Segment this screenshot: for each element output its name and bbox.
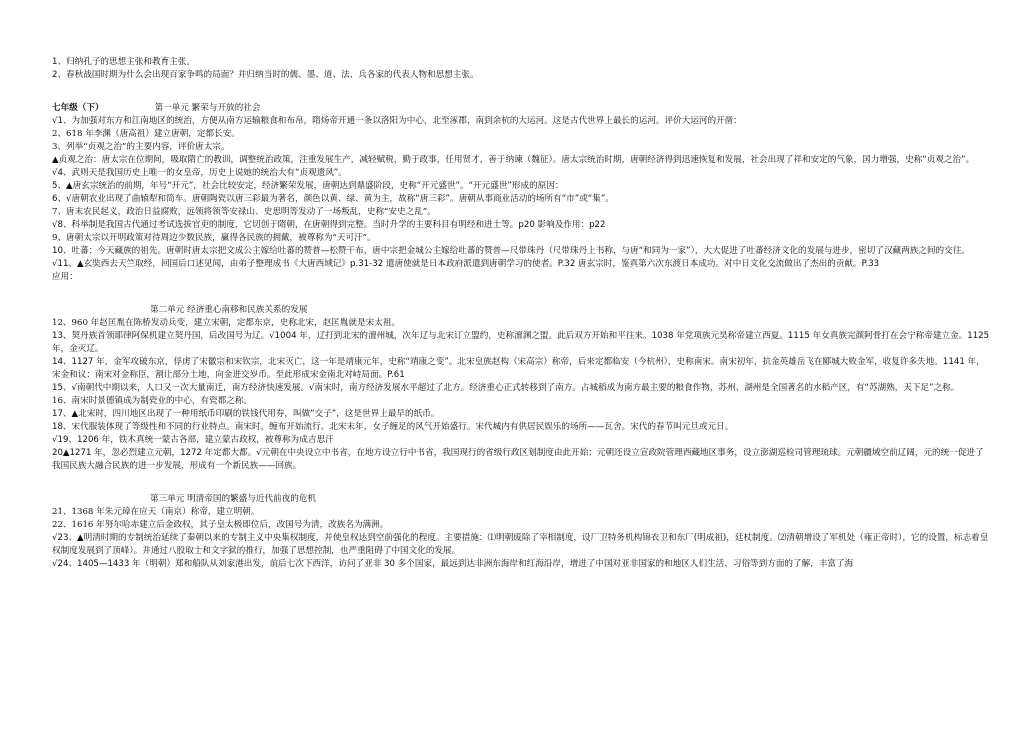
question-1: 1、归纳孔子的思想主张和教育主张。 [52,57,195,67]
unit1-line: 10、吐蕃：今天藏族的祖先。唐朝时唐太宗把文成公主嫁给吐蕃的赞普—松赞干布，唐中宗把金城公主嫁给吐蕃的赞普—尺带珠丹（尺带珠丹上书称，与唐“和同为一家”），大大促进了吐蕃经济文化的发展与进步，密切了汉藏两族之间的交往。 [52,246,970,256]
unit3-title: 第三单元 明清帝国的繁盛与近代前夜的危机 [150,494,317,504]
unit1-line: √4、武则天是我国历史上唯一的女皇帝，历史上说她的统治大有“贞观遗风”。 [52,168,347,178]
unit1-line: ▲贞观之治：唐太宗在位期间，吸取隋亡的教训，调整统治政策，注重发展生产，减轻赋税，勤于政事，任用贤才，善于纳谏（魏征）。唐太宗统治时期，唐朝经济得到迅速恢复和发展，社会出现了祥和安定的气象，国力增强，史称“贞观之治”。 [52,155,975,165]
unit2-title: 第二单元 经济重心南移和民族关系的发展 [150,305,308,315]
grade-label: 七年级（下） [52,103,104,113]
unit1-line: √11、▲玄奘西去天竺取经，回国后口述见闻，由弟子整理成书《大唐西域记》p.31-32 遣唐使就是日本政府派遣到唐朝学习的使者。P.32 唐玄宗时，鉴真第六次东渡日本成功。对中日文化交流做出了杰出的贡献。P.33 [52,259,880,269]
unit3-line: √24、1405—1433 年（明朝）郑和船队从刘家港出发，前后七次下西洋，访问了亚非 30 多个国家，最远到达非洲东海岸和红海沿岸，增进了中国对亚非国家的和地区人们生活、习俗等到方面的了解，丰富了海 [52,559,854,569]
document-page [52,56,992,571]
unit1-title: 第一单元 繁荣与开放的社会 [154,103,261,113]
unit1-line: √1、为加强对东方和江南地区的统治，方便从南方运输粮食和布帛，隋炀帝开通一条以洛阳为中心，北至涿郡，南到余杭的大运河。这是古代世界上最长的运河。评价大运河的开凿： [52,116,742,126]
unit3-line: √23、▲明清时期的专制统治延续了秦朝以来的专制主义中央集权制度，并使皇权达到空前强化的程度。主要措施：⑴明朝废除了宰相制度，设厂卫特务机构锦衣卫和东厂(明成祖)，廷杖制度。⑵清朝增设了军机处（雍正帝时），它的设置，标志着皇权制度发展到了顶峰）。并通过八股取士和文字狱的推行，加强了思想控制，也严重阻碍了中国文化的发展。 [52,533,989,556]
unit2-line: 13、契丹族首领耶律阿保机建立契丹国，后改国号为辽。√1004 年，辽打到北宋的澶州城，次年辽与北宋订立盟约，史称澶渊之盟。此后双方开始和平往来。1038 年党项族元昊称帝建立西夏。1115 年女真族完颜阿骨打在会宁称帝建立金。1125 年，金灭辽。 [52,331,990,354]
unit1-line: 5、▲唐玄宗统治的前期，年号“开元”，社会比较安定，经济繁荣发展，唐朝达到鼎盛阶段，史称“开元盛世”。“开元盛世”形成的原因： [52,181,564,191]
unit2-line: 20▲1271 年，忽必烈建立元朝，1272 年定都大都。√元朝在中央设立中书省，在地方设立行中书省，我国现行的省级行政区划制度由此开始；元朝还设立宣政院管理西藏地区事务，设立澎湖巡检司管理琉球。元朝疆域空前辽阔，元的统一促进了我国民族大融合民族的进一步发展，形成有一个新民族——回族。 [52,448,984,471]
unit1-line: 3、列举“贞观之治”的主要内容，评价唐太宗。 [52,142,230,152]
unit2-line: 15、√南朝代中期以来，人口又一次大量南迁，南方经济快速发展。√南宋时，南方经济发展水平超过了北方。经济重心正式转移到了南方。占城稻成为南方最主要的粮食作物，苏州、湖州是全国著名的水稻产区，有“苏湖熟，天下足”之称。 [52,383,960,393]
unit1-line: √8、科举制是我国古代通过考试选拔官吏的制度，它切创于隋朝，在唐朝得到完整。当时升学的主要科目有明经和进士等。p20 影响及作用：p22 [52,220,606,230]
unit1-line: 7、唐末农民起义，政治日益腐败，远领将领等安禄山、史思明等发动了一场叛乱，史称“安史之乱”。 [52,207,436,217]
unit1-line: 6、√唐朝农业出现了曲辕犁和筒车。唐朝陶瓷以唐三彩最为著名，颜色以黄、绿、黄为主，故称“唐三彩”。唐朝从事商业活动的场所有“市”或“集”。 [52,194,614,204]
unit3-body [52,506,992,571]
grade-unit1-header [52,102,992,115]
unit2-line: 17、▲北宋时，四川地区出现了一种用纸币印刷的铁钱代用券，叫做“交子”，这是世界上最早的纸币。 [52,409,440,419]
unit2-line: √19、1206 年，铁木真统一蒙古各部，建立蒙古政权，被尊称为成吉思汗 [52,435,334,445]
unit2-line: 16、南宋时景德镇成为制瓷业的中心，有瓷都之称。 [52,396,252,406]
unit3-line: 22、1616 年努尔哈赤建立后金政权，其子皇太极即位后，改国号为清，改族名为满洲。 [52,520,389,530]
unit2-body [52,317,992,473]
unit1-line: 9、唐朝太宗以开明政策对待周边少数民族，赢得各民族的拥戴，被尊称为“天可汗”。 [52,233,376,243]
unit1-body [52,115,992,284]
unit3-line: 21、1368 年朱元璋在应天（南京）称帝，建立明朝。 [52,507,260,517]
unit2-line: 14、1127 年，金军攻破东京，俘虏了宋徽宗和宋钦宗，北宋灭亡，这一年是靖康元年，史称“靖康之变”。北宋皇族赵构（宋高宗）称帝，后来定都临安（今杭州），史称南宋。南宋初年，抗金英雄岳飞在郾城大败金军，收复许多失地。1141 年，宋金和议：南宋对金称臣，割让部分土地，向金进交岁币。至此形成宋金南北对峙局面。P.61 [52,357,985,380]
unit1-line: 应用： [52,272,78,282]
unit2-line: 18、宋代服装体现了等级性和不同的行业特点。南宋时，缠布开始流行。北宋末年，女子缠足的风气开始盛行。宋代城内有供居民娱乐的场所——瓦舍。宋代的春节叫元旦或元日。 [52,422,734,432]
unit1-line: 2、618 年李渊（唐高祖）建立唐朝，定都长安。 [52,129,240,139]
question-2: 2、春秋战国时期为什么会出现百家争鸣的局面？并归纳当时的儒、墨、道、法、兵各家的代表人物和思想主张。 [52,70,479,80]
unit2-line: 12、960 年赵匡胤在陈桥发动兵变，建立宋朝，定都东京，史称北宋，赵匡胤就是宋太祖。 [52,318,401,328]
